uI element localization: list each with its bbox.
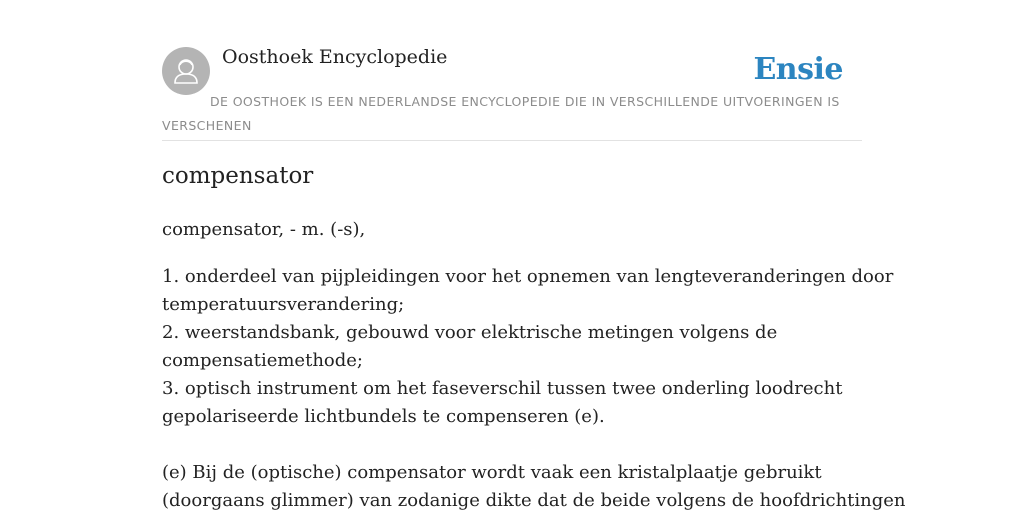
definition-body (162, 263, 906, 512)
definition-line: 1. onderdeel van pijpleidingen voor het opnemen van lengteveranderingen door (162, 266, 894, 287)
source-avatar[interactable] (162, 47, 210, 95)
headword-line: compensator, - m. (-s), (162, 219, 366, 240)
article-page (162, 0, 906, 511)
source-name-link[interactable]: Oosthoek Encyclopedie (222, 46, 448, 68)
definition-line: compensatiemethode; (162, 350, 363, 371)
definition-line: 3. optisch instrument om het faseverschil tussen twee onderling loodrecht (162, 378, 843, 399)
ensie-logo[interactable]: Ensie (753, 52, 843, 87)
explanation-line: (doorgaans glimmer) van zodanige dikte dat de beide volgens de hoofdrichtingen (162, 490, 906, 511)
entry-title: compensator (162, 163, 314, 189)
person-icon (162, 47, 210, 95)
source-header (162, 0, 862, 141)
definition-line: gepolariseerde lichtbundels te compenseren (e). (162, 406, 605, 427)
source-description: DE OOSTHOEK IS EEN NEDERLANDSE ENCYCLOPEDIE DIE IN VERSCHILLENDE UITVOERINGEN IS VERSCHENEN (162, 94, 840, 133)
definition-line: 2. weerstandsbank, gebouwd voor elektrische metingen volgens de (162, 322, 778, 343)
explanation-line: (e) Bij de (optische) compensator wordt vaak een kristalplaatje gebruikt (162, 462, 822, 483)
definition-line: temperatuursverandering; (162, 294, 405, 315)
paragraph-gap (162, 431, 867, 459)
